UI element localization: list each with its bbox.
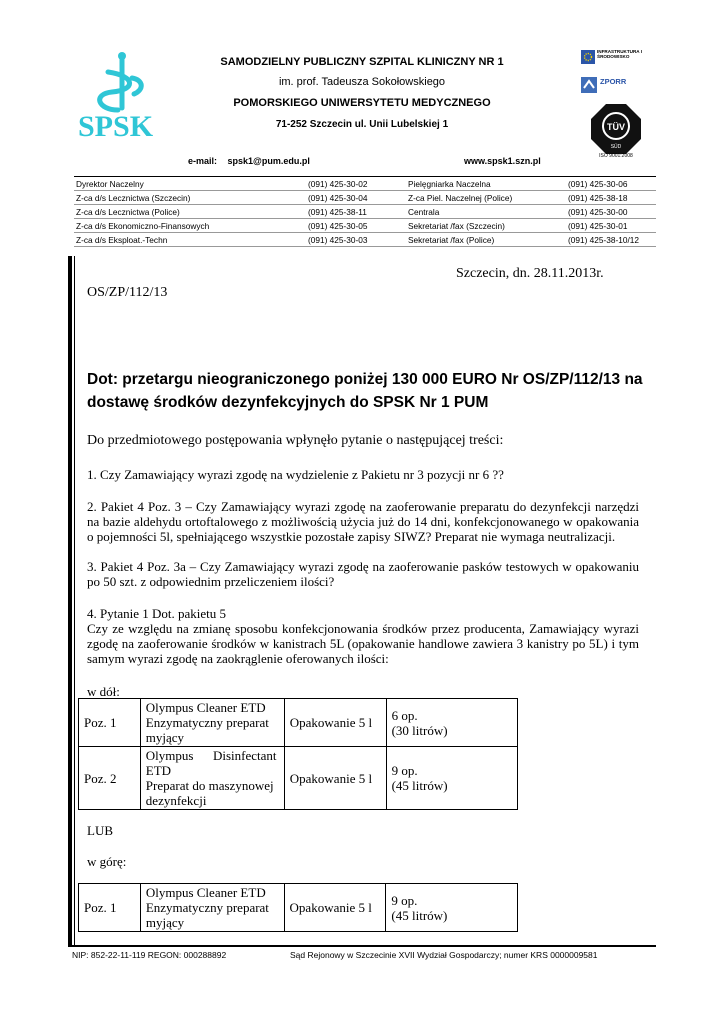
left-margin-rule bbox=[68, 256, 72, 946]
footer-rule bbox=[68, 945, 656, 947]
hospital-name: SAMODZIELNY PUBLICZNY SZPITAL KLINICZNY NR 1 bbox=[220, 56, 504, 68]
question-4-body: Czy ze względu na zmianę sposobu konfekcjonowania środków przez producenta, Zamawiający wyrazi zgodę na zaoferowanie środków w kanistrach 5L (opakowanie handlowe zawiera 3 kanistry po 5L) i tym samym wyrazi zgodę na zaokrąglenie oferowanych ilości: bbox=[87, 621, 639, 666]
table-row: Poz. 1 Olympus Cleaner ETD Enzymatyczny preparat myjący Opakowanie 5 l 6 op. (30 litrów) bbox=[79, 699, 518, 747]
table-row: Z-ca d/s Ekonomiczno-Finansowych (091) 425-30-05 Sekretariat /fax (Szczecin) (091) 425-30-01 bbox=[74, 219, 656, 233]
email-link[interactable]: spsk1@pum.edu.pl bbox=[227, 156, 310, 166]
items-table-up bbox=[78, 883, 518, 932]
zporr-logo-icon bbox=[581, 77, 597, 93]
table-row: Z-ca d/s Lecznictwa (Police) (091) 425-38-11 Centrala (091) 425-30-00 bbox=[74, 205, 656, 219]
svg-text:SPSK: SPSK bbox=[78, 110, 154, 142]
question-1: 1. Czy Zamawiający wyrazi zgodę na wydzielenie z Pakietu nr 3 pozycji nr 6 ?? bbox=[87, 467, 504, 482]
footer-court-krs: Sąd Rejonowy w Szczecinie XVII Wydział Gospodarczy; numer KRS 0000009581 bbox=[290, 950, 598, 960]
intro-text: Do przedmiotowego postępowania wpłynęło pytanie o następującej treści: bbox=[87, 433, 504, 448]
question-3: 3. Pakiet 4 Poz. 3a – Czy Zamawiający wyrazi zgodę na zaoferowanie pasków testowych w opakowaniu po 50 szt. z odpowiednim przeliczeniem ilości? bbox=[87, 559, 639, 589]
hospital-address: 71-252 Szczecin ul. Unii Lubelskiej 1 bbox=[275, 119, 449, 130]
infrastructure-badge: INFRASTRUKTURA I ŚRODOWISKO bbox=[581, 48, 651, 68]
svg-text:SÜD: SÜD bbox=[610, 144, 622, 150]
university-name: POMORSKIEGO UNIWERSYTETU MEDYCZNEGO bbox=[233, 97, 491, 109]
eu-flag-icon bbox=[581, 50, 595, 64]
zporr-badge: ZPORR bbox=[581, 76, 651, 96]
table-row: Z-ca d/s Eksploat.-Techn (091) 425-30-03 Sekretariat /fax (Police) (091) 425-38-10/12 bbox=[74, 233, 656, 247]
tuv-octagon-icon bbox=[591, 104, 641, 154]
table-row: Z-ca d/s Lecznictwa (Szczecin) (091) 425-30-04 Z-ca Piel. Naczelnej (Police) (091) 425-38-18 bbox=[74, 191, 656, 205]
question-2: 2. Pakiet 4 Poz. 3 – Czy Zamawiający wyrazi zgodę na zaoferowanie preparatu do dezynfekcji narzędzi na bazie aldehydu ortoftalowego z możliwością użycia już do 14 dni, konfekcjonowanego w opakowania o pojemności 5l, spełniającego wszystkie pozostałe zapisy SIWZ? Preparat nie wymaga neutralizacji. bbox=[87, 499, 639, 544]
left-margin-rule-thin bbox=[74, 256, 75, 946]
tuv-certificate: TÜV SÜD ISO 9001:2008 bbox=[584, 104, 650, 160]
email-row bbox=[188, 156, 310, 166]
footer-nip-regon: NIP: 852-22-11-119 REGON: 000288892 bbox=[72, 950, 227, 960]
or-label: LUB bbox=[87, 823, 113, 838]
reference-number: OS/ZP/112/13 bbox=[87, 285, 168, 300]
down-label: w dół: bbox=[87, 684, 120, 699]
email-label: e-mail: bbox=[188, 156, 218, 166]
table-row: Poz. 1 Olympus Cleaner ETD Enzymatyczny preparat myjący Opakowanie 5 l 9 op. (45 litrów) bbox=[79, 884, 518, 932]
place-date: Szczecin, dn. 28.11.2013r. bbox=[456, 266, 604, 281]
subject-heading: Dot: przetargu nieograniczonego poniżej 130 000 EURO Nr OS/ZP/112/13 na dostawę środków dezynfekcyjnych do SPSK Nr 1 PUM bbox=[87, 371, 643, 411]
patron-name: im. prof. Tadeusza Sokołowskiego bbox=[278, 76, 446, 88]
contacts-table bbox=[74, 176, 656, 247]
items-table-down bbox=[78, 698, 518, 810]
table-row: Dyrektor Naczelny (091) 425-30-02 Pielęgniarka Naczelna (091) 425-30-06 bbox=[74, 177, 656, 191]
question-4-title: 4. Pytanie 1 Dot. pakietu 5 bbox=[87, 606, 227, 621]
table-row: Poz. 2 Olympus Disinfectant ETD Preparat do maszynowej dezynfekcji Opakowanie 5 l 9 op. (45 litrów) bbox=[79, 747, 518, 810]
website-link[interactable]: www.spsk1.szn.pl bbox=[464, 156, 541, 166]
up-label: w górę: bbox=[87, 854, 127, 869]
svg-text:TÜV: TÜV bbox=[607, 122, 625, 132]
